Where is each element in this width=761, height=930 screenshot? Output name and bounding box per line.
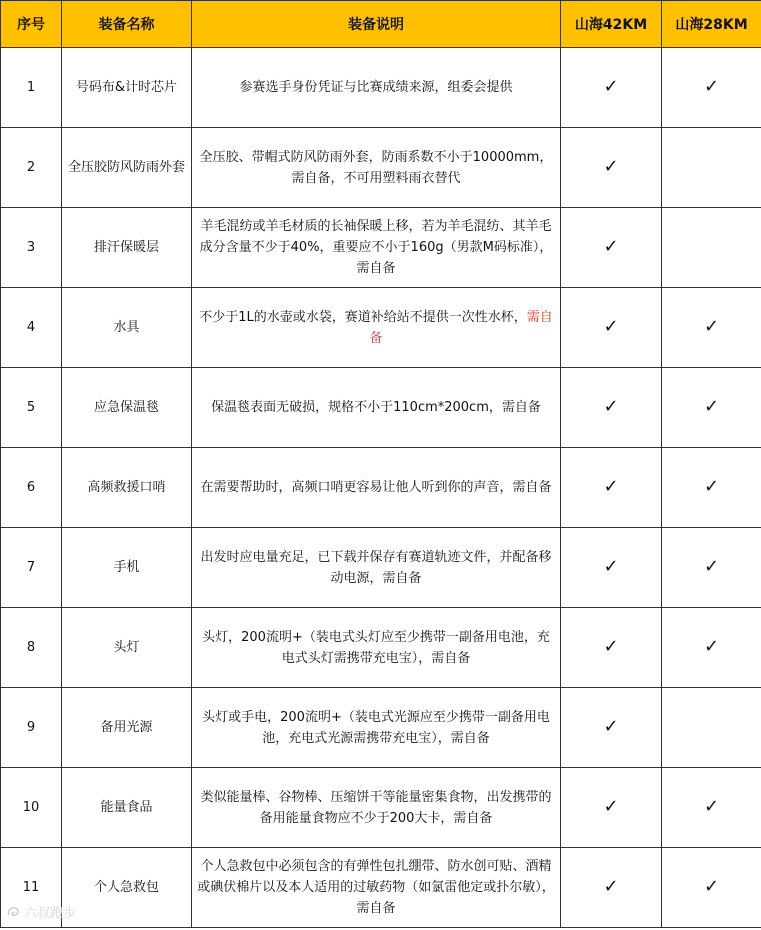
checkmark-icon: ✓ (603, 316, 619, 337)
checkmark-icon: ✓ (703, 476, 720, 497)
checkmark-icon: ✓ (603, 556, 619, 577)
header-no: 序号 (1, 1, 62, 48)
description-text: 不少于1L的水壶或水袋，赛道补给站不提供一次性水杯， (199, 309, 527, 325)
checkmark-icon: ✓ (603, 716, 619, 737)
row-number: 2 (1, 128, 62, 208)
checkmark-icon: ✓ (703, 876, 720, 897)
header-42km: 山海42KM (561, 1, 662, 48)
table-header (1, 1, 761, 48)
description-text: 参赛选手身份凭证与比赛成绩来源，组委会提供 (239, 80, 513, 95)
checkmark-icon: ✓ (603, 236, 619, 257)
equipment-name: 头灯 (62, 608, 192, 688)
check-42km-cell (561, 208, 662, 288)
check-28km-cell (662, 288, 761, 368)
equipment-name: 号码布&计时芯片 (62, 48, 192, 128)
row-number: 9 (1, 688, 62, 768)
header-28km: 山海28KM (662, 1, 761, 48)
check-42km-cell (561, 48, 662, 128)
check-42km-cell (561, 848, 662, 928)
table-row (1, 368, 761, 448)
equipment-description (192, 608, 561, 688)
check-28km-cell (662, 528, 761, 608)
equipment-name: 备用光源 (62, 688, 192, 768)
description-text: 个人急救包中必须包含的有弹性包扎绷带、防水创可贴、酒精或碘伏棉片以及本人适用的过敏药物（如氯雷他定或扑尔敏），需自备 (197, 859, 555, 916)
check-42km-cell (561, 128, 662, 208)
row-number: 3 (1, 208, 62, 288)
description-highlight: 需自备 (369, 309, 553, 346)
checkmark-icon: ✓ (703, 76, 720, 97)
row-number: 6 (1, 448, 62, 528)
equipment-description (192, 48, 561, 128)
equipment-name: 高频救援口哨 (62, 448, 192, 528)
checkmark-icon: ✓ (703, 796, 720, 817)
check-42km-cell (561, 288, 662, 368)
table-row (1, 688, 761, 768)
check-28km-cell (662, 848, 761, 928)
row-number: 5 (1, 368, 62, 448)
checkmark-icon: ✓ (603, 636, 619, 657)
description-text: 头灯或手电，200流明+（装电式光源应至少携带一副备用电池，充电式光源需携带充电宝），需自备 (202, 709, 550, 746)
checkmark-icon: ✓ (603, 796, 619, 817)
check-28km-cell (662, 608, 761, 688)
row-number: 11 (1, 848, 62, 928)
checkmark-icon: ✓ (703, 316, 720, 337)
table-row (1, 208, 761, 288)
table-row (1, 848, 761, 928)
description-text: 出发时应电量充足，已下载并保存有赛道轨迹文件，并配备移动电源，需自备 (200, 549, 552, 586)
check-42km-cell (561, 688, 662, 768)
checkmark-icon: ✓ (703, 636, 720, 657)
equipment-description (192, 208, 561, 288)
description-text: 保温毯表面无破损，规格不小于110cm*200cm，需自备 (211, 400, 541, 415)
check-28km-cell (662, 208, 761, 288)
check-42km-cell (561, 768, 662, 848)
header-name: 装备名称 (62, 1, 192, 48)
checkmark-icon: ✓ (703, 556, 720, 577)
equipment-name: 能量食品 (62, 768, 192, 848)
check-42km-cell (561, 448, 662, 528)
equipment-description (192, 768, 561, 848)
check-28km-cell (662, 448, 761, 528)
equipment-description (192, 688, 561, 768)
table-row (1, 608, 761, 688)
check-42km-cell (561, 368, 662, 448)
header-desc: 装备说明 (192, 1, 561, 48)
checkmark-icon: ✓ (603, 156, 619, 177)
equipment-description (192, 448, 561, 528)
row-number: 8 (1, 608, 62, 688)
equipment-name: 排汗保暖层 (62, 208, 192, 288)
check-28km-cell (662, 128, 761, 208)
header-row (1, 1, 761, 48)
equipment-name: 手机 (62, 528, 192, 608)
check-28km-cell (662, 688, 761, 768)
description-text: 头灯，200流明+（装电式头灯应至少携带一副备用电池，充电式头灯需携带充电宝），需自备 (202, 629, 550, 666)
checkmark-icon: ✓ (603, 396, 619, 417)
check-28km-cell (662, 48, 761, 128)
equipment-name: 水具 (62, 288, 192, 368)
checkmark-icon: ✓ (703, 396, 720, 417)
equipment-description (192, 288, 561, 368)
description-text: 羊毛混纺或羊毛材质的长袖保暖上移，若为羊毛混纺、其羊毛成分含量不少于40%，重要应不小于160g（男款M码标准），需自备 (199, 219, 553, 276)
table-row (1, 528, 761, 608)
row-number: 7 (1, 528, 62, 608)
row-number: 1 (1, 48, 62, 128)
table-row (1, 288, 761, 368)
table-row (1, 128, 761, 208)
equipment-description (192, 128, 561, 208)
description-text: 全压胶、带帽式防风防雨外套，防雨系数不小于10000mm，需自备，不可用塑料雨衣替代 (199, 149, 553, 186)
row-number: 10 (1, 768, 62, 848)
description-text: 类似能量棒、谷物棒、压缩饼干等能量密集食物，出发携带的备用能量食物应不少于200大卡，需自备 (200, 789, 552, 826)
check-42km-cell (561, 608, 662, 688)
equipment-name: 应急保温毯 (62, 368, 192, 448)
equipment-name: 个人急救包 (62, 848, 192, 928)
checkmark-icon: ✓ (603, 876, 619, 897)
equipment-name: 全压胶防风防雨外套 (62, 128, 192, 208)
equipment-description (192, 368, 561, 448)
check-28km-cell (662, 768, 761, 848)
description-text: 在需要帮助时，高频口哨更容易让他人听到你的声音，需自备 (200, 480, 552, 495)
checkmark-icon: ✓ (603, 476, 619, 497)
table-row (1, 48, 761, 128)
checkmark-icon: ✓ (603, 76, 619, 97)
table-row (1, 448, 761, 528)
row-number: 4 (1, 288, 62, 368)
table-row (1, 768, 761, 848)
check-28km-cell (662, 368, 761, 448)
equipment-description (192, 528, 561, 608)
watermark-text: 六叔跑步 (24, 906, 77, 921)
equipment-description (192, 848, 561, 928)
check-42km-cell (561, 528, 662, 608)
table-body (1, 48, 761, 928)
